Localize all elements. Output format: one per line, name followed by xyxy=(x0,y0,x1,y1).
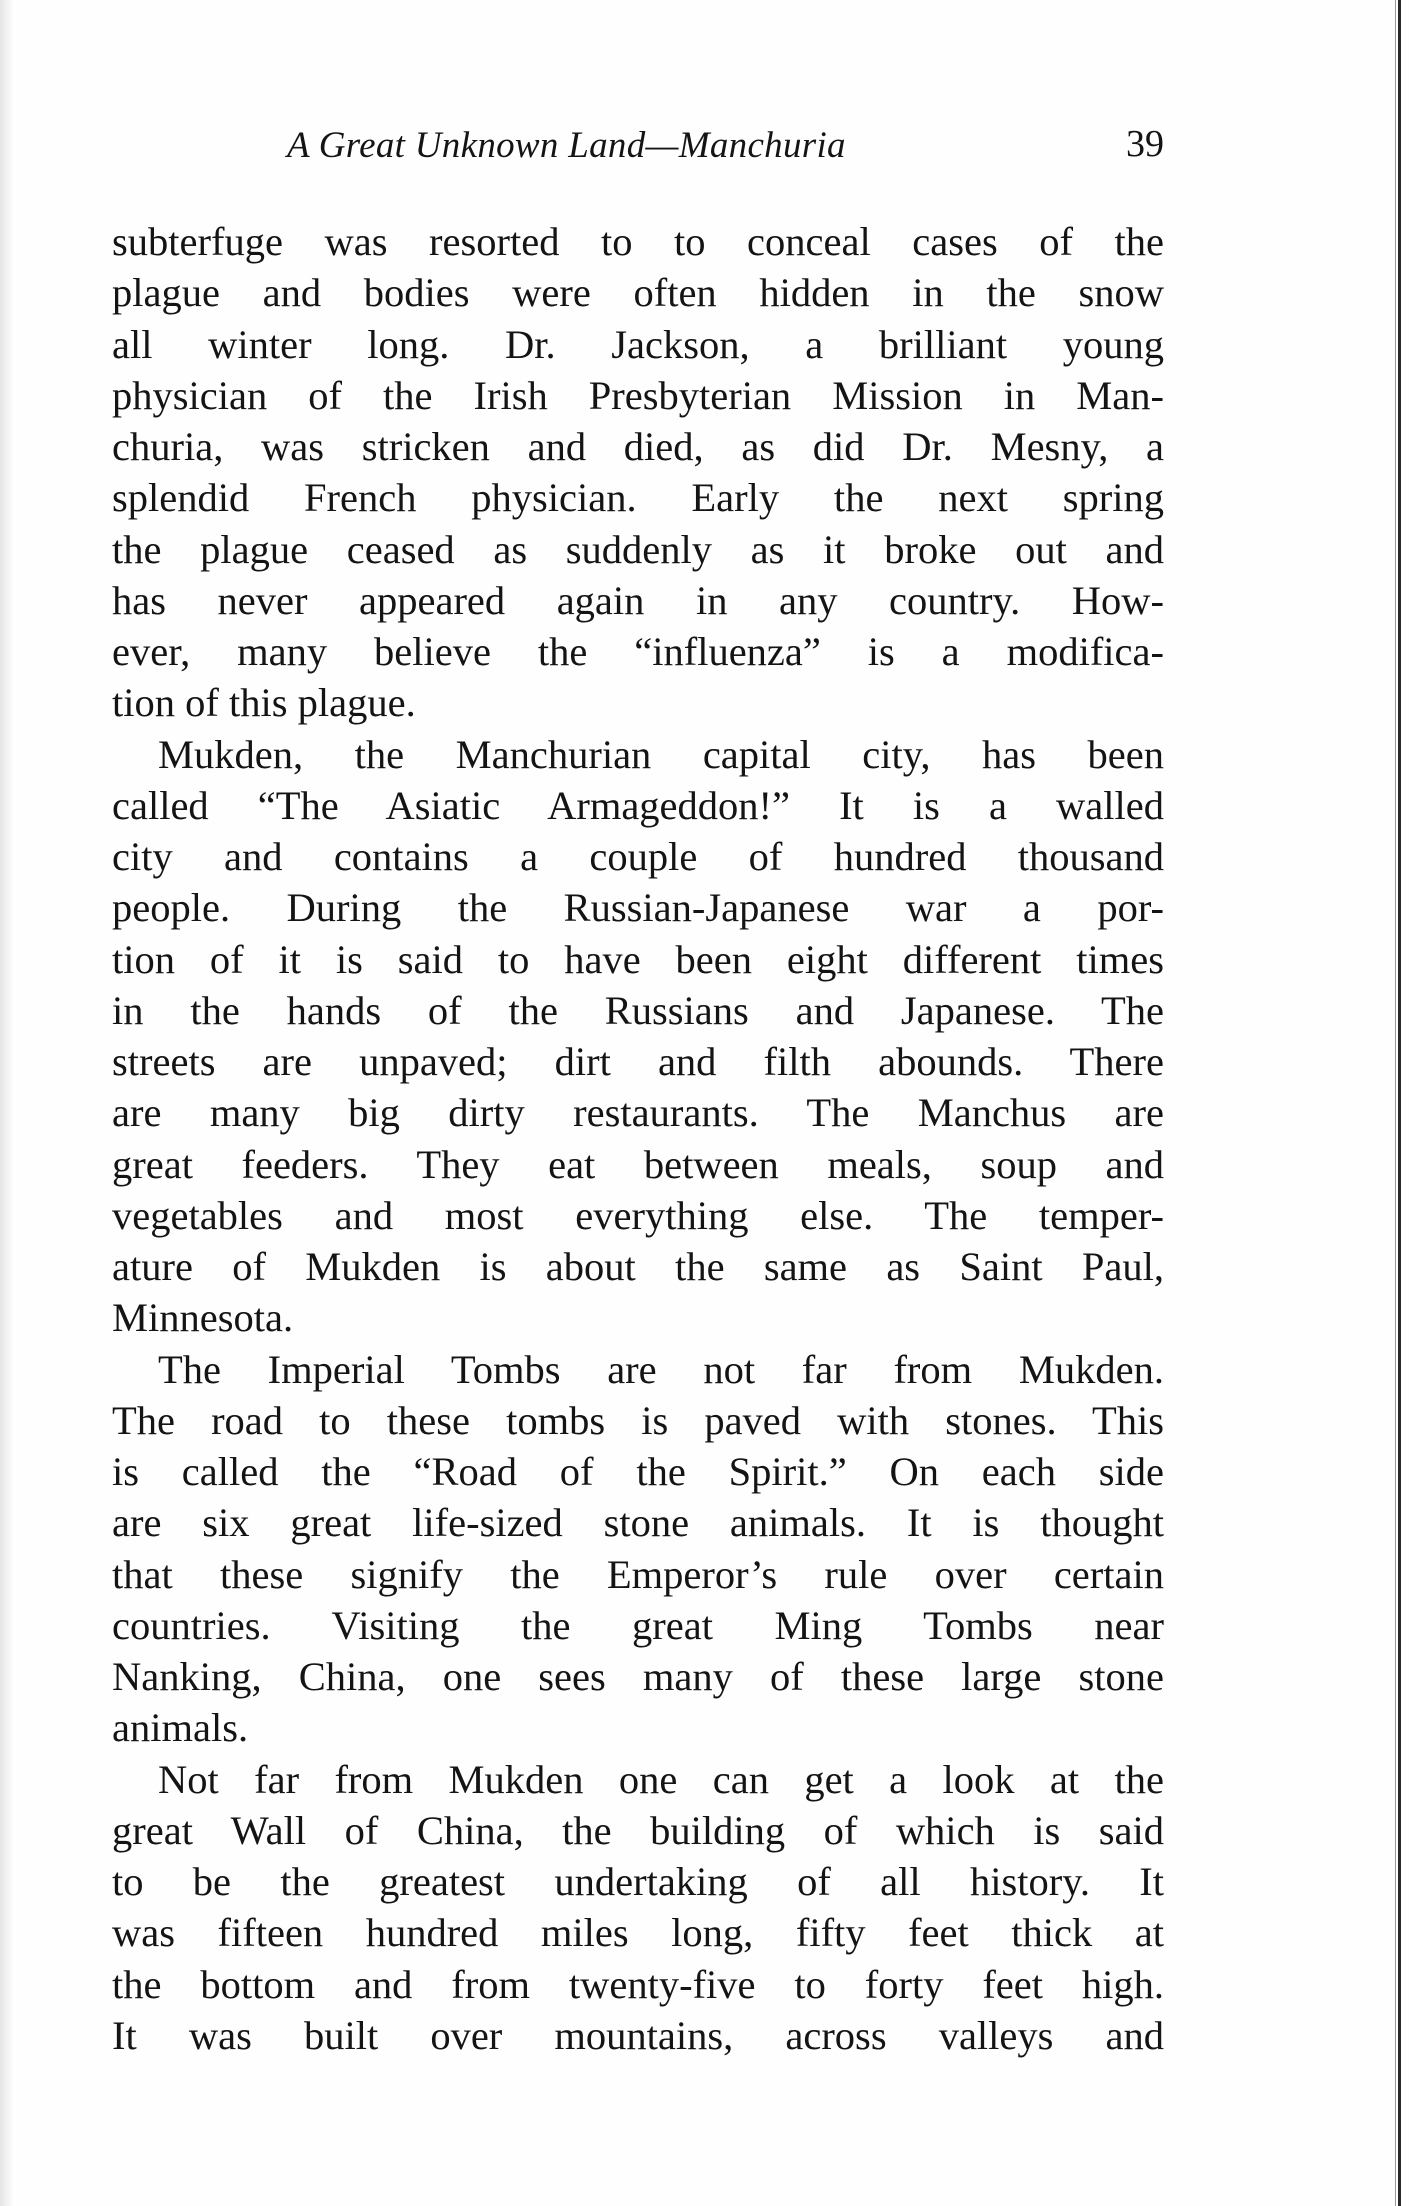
text-line: great Wall of China, the building of which is said xyxy=(112,1807,1164,1853)
text-line: the bottom and from twenty-five to forty feet high. xyxy=(112,1961,1164,2007)
text-line: was fifteen hundred miles long, fifty feet thick at xyxy=(112,1910,1164,1956)
text-line: city and contains a couple of hundred thousand xyxy=(112,834,1164,879)
text-line: physician of the Irish Presbyterian Mission in Man- xyxy=(112,372,1164,418)
body-text xyxy=(112,216,1164,2061)
text-line: animals. xyxy=(112,1705,249,1751)
text-line: that these signify the Emperor’s rule over certain xyxy=(112,1551,1164,1597)
text-line: Not far from Mukden one can get a look at the xyxy=(158,1756,1164,1802)
text-line: to be the greatest undertaking of all history. It xyxy=(112,1859,1164,1904)
text-line: tion of this plague. xyxy=(112,680,416,726)
text-line: is called the “Road of the Spirit.” On each side xyxy=(112,1449,1164,1494)
text-line: vegetables and most everything else. The temper- xyxy=(112,1192,1164,1238)
text-line: Minnesota. xyxy=(112,1295,294,1341)
running-header xyxy=(112,118,1164,174)
paragraph xyxy=(112,729,1164,1344)
text-line: churia, was stricken and died, as did Dr. Mesny, a xyxy=(112,424,1164,469)
text-line: called “The Asiatic Armageddon!” It is a walled xyxy=(112,782,1164,828)
page-right-edge xyxy=(1398,0,1401,2206)
text-line: in the hands of the Russians and Japanese. The xyxy=(112,987,1164,1033)
text-line: splendid French physician. Early the next spring xyxy=(112,475,1164,521)
text-line: ature of Mukden is about the same as Saint Paul, xyxy=(112,1244,1164,1289)
text-line: has never appeared again in any country. How- xyxy=(112,577,1164,623)
paragraph xyxy=(112,1344,1164,1754)
text-line: great feeders. They eat between meals, soup and xyxy=(112,1141,1164,1187)
text-line: ever, many believe the “influenza” is a modifica- xyxy=(112,629,1164,674)
text-line: Mukden, the Manchurian capital city, has been xyxy=(158,731,1164,777)
text-line: all winter long. Dr. Jackson, a brilliant young xyxy=(112,321,1164,367)
text-line: are many big dirty restaurants. The Manchus are xyxy=(112,1090,1164,1136)
page-number: 39 xyxy=(1126,123,1164,165)
page-left-edge-shadow xyxy=(0,0,14,2206)
page-right-edge-shadow xyxy=(1395,0,1396,2206)
text-line: tion of it is said to have been eight different times xyxy=(112,936,1164,982)
text-line: plague and bodies were often hidden in the snow xyxy=(112,270,1164,316)
paragraph xyxy=(112,216,1164,729)
text-line: Nanking, China, one sees many of these large stone xyxy=(112,1654,1164,1699)
text-line: The road to these tombs is paved with stones. This xyxy=(112,1397,1164,1443)
text-line: It was built over mountains, across valleys and xyxy=(112,2012,1164,2058)
text-line: The Imperial Tombs are not far from Mukden. xyxy=(158,1346,1164,1392)
text-line: are six great life-sized stone animals. It is thought xyxy=(112,1500,1164,1546)
text-line: subterfuge was resorted to to conceal cases of the xyxy=(112,219,1164,264)
paragraph xyxy=(112,1754,1164,2062)
text-line: the plague ceased as suddenly as it broke out and xyxy=(112,526,1164,572)
text-line: people. During the Russian-Japanese war a por- xyxy=(112,885,1164,931)
running-title: A Great Unknown Land—Manchuria xyxy=(287,125,846,166)
text-line: streets are unpaved; dirt and filth abounds. There xyxy=(112,1039,1164,1084)
text-line: countries. Visiting the great Ming Tombs near xyxy=(112,1602,1164,1648)
